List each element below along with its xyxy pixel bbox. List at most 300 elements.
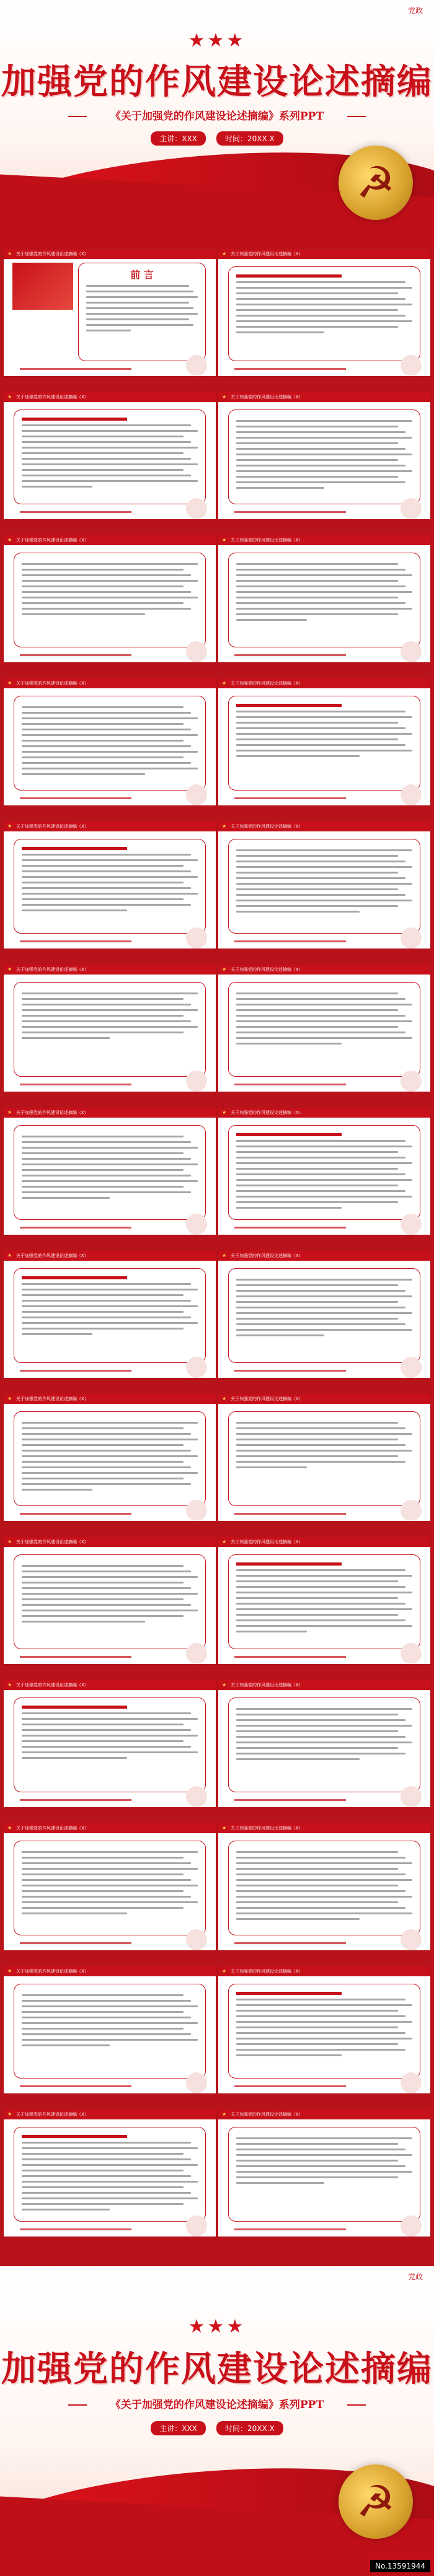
text-line — [236, 1146, 412, 1147]
text-line — [236, 1912, 412, 1914]
text-line — [236, 1885, 398, 1886]
slide-thumbnail[interactable] — [218, 249, 430, 376]
corner-decoration — [186, 1500, 207, 1521]
slide-content-box — [14, 1554, 206, 1649]
text-block — [236, 1708, 412, 1760]
text-line — [22, 1322, 198, 1324]
highlight-line — [22, 1276, 127, 1279]
slide-content-box — [228, 1268, 420, 1363]
slide-thumbnail[interactable] — [218, 965, 430, 1092]
text-line — [22, 1305, 198, 1307]
text-block — [22, 563, 198, 615]
citation-line — [20, 1656, 131, 1658]
text-line — [22, 1152, 184, 1154]
slide-content-box — [14, 1411, 206, 1506]
text-block — [22, 992, 198, 1039]
citation-line — [234, 2228, 346, 2230]
slide-thumbnail[interactable] — [4, 1108, 216, 1235]
slide-header-bar: ★ 关于加强党的作风建设论述摘编（X） — [218, 678, 430, 688]
text-block — [236, 1999, 412, 2056]
slide-thumbnail[interactable] — [218, 678, 430, 805]
slide-thumbnail[interactable] — [218, 392, 430, 519]
slide-thumbnail[interactable] — [4, 1823, 216, 1950]
text-line — [236, 437, 412, 439]
text-line — [22, 2044, 110, 2046]
text-line — [236, 1026, 398, 1028]
slide-content-box — [14, 1984, 206, 2079]
text-line — [22, 1615, 184, 1617]
text-block — [236, 1851, 412, 1920]
corner-decoration — [401, 1929, 422, 1950]
slide-thumbnail[interactable] — [4, 2109, 216, 2236]
text-line — [236, 2143, 398, 2145]
corner-decoration — [186, 498, 207, 519]
corner-decoration — [186, 2072, 207, 2093]
citation-line — [234, 1513, 346, 1515]
cover-meta — [0, 131, 434, 146]
text-line — [22, 436, 184, 437]
citation-line — [20, 1227, 131, 1229]
text-block — [236, 849, 412, 913]
slide-header-bar: ★ 关于加强党的作风建设论述摘编（X） — [4, 821, 216, 831]
text-line — [22, 1455, 198, 1457]
text-block — [86, 285, 198, 331]
text-line — [236, 569, 405, 571]
text-line — [236, 1207, 342, 1209]
citation-line — [234, 1799, 346, 1801]
corner-decoration — [186, 1214, 207, 1235]
text-line — [236, 465, 405, 467]
corner-decoration — [401, 498, 422, 519]
stars-icon: ★★★ — [188, 30, 246, 51]
slide-header-bar: ★ 关于加强党的作风建设论述摘编（X） — [4, 1394, 216, 1404]
slide-content-box — [228, 410, 420, 504]
slide-header-bar: ★ 关于加强党的作风建设论述摘编（X） — [218, 1680, 430, 1690]
text-line — [236, 320, 412, 322]
text-line — [86, 330, 131, 331]
text-line — [22, 1582, 184, 1584]
cover-subtitle: 《关于加强党的作风建设论述摘编》系列PPT — [93, 2398, 341, 2412]
text-block — [22, 424, 198, 488]
text-line — [22, 1873, 184, 1875]
text-block — [236, 1140, 412, 1209]
corner-decoration — [401, 1643, 422, 1664]
text-line — [22, 751, 198, 753]
presenter-badge: 主讲：XXX — [151, 131, 206, 146]
text-line — [236, 580, 398, 582]
text-line — [236, 733, 412, 735]
text-line — [22, 2170, 184, 2171]
text-line — [236, 1851, 398, 1853]
text-line — [22, 1032, 184, 1033]
slide-thumbnail[interactable] — [218, 2109, 430, 2236]
text-line — [22, 469, 184, 471]
text-line — [236, 905, 398, 907]
text-line — [22, 1466, 191, 1468]
text-line — [22, 729, 191, 730]
text-line — [22, 859, 198, 861]
slide-header-bar: ★ 关于加强党的作风建设论述摘编（X） — [218, 1823, 430, 1833]
text-line — [22, 1015, 184, 1017]
text-line — [236, 1032, 405, 1033]
text-line — [236, 855, 398, 857]
highlight-line — [22, 418, 127, 421]
citation-line — [20, 1513, 131, 1515]
corner-decoration — [401, 2215, 422, 2236]
text-line — [22, 1746, 191, 1748]
text-line — [22, 1333, 92, 1335]
text-line — [22, 1857, 184, 1859]
corner-decoration — [401, 1786, 422, 1807]
text-line — [236, 1444, 405, 1446]
text-line — [22, 1450, 191, 1452]
citation-line — [234, 1227, 346, 1229]
slide-thumbnail[interactable] — [218, 1251, 430, 1378]
citation-line — [234, 797, 346, 799]
slide-thumbnail[interactable] — [4, 678, 216, 805]
text-line — [22, 1180, 198, 1182]
text-line — [22, 2017, 191, 2018]
highlight-line — [236, 1562, 342, 1566]
highlight-line — [22, 1706, 127, 1709]
slide-thumbnail[interactable] — [218, 1537, 430, 1664]
text-line — [22, 1565, 184, 1567]
text-line — [236, 1619, 405, 1621]
text-block — [236, 1279, 412, 1336]
text-line — [22, 486, 92, 488]
highlight-line — [236, 1133, 342, 1136]
text-line — [236, 1020, 412, 1022]
text-line — [236, 1753, 405, 1755]
slide-thumbnail[interactable] — [4, 1394, 216, 1521]
text-line — [236, 1179, 412, 1181]
text-line — [22, 1147, 198, 1149]
text-line — [236, 1918, 360, 1920]
cover-slide-top[interactable] — [0, 0, 434, 248]
text-line — [236, 326, 398, 328]
slide-content-box — [228, 696, 420, 791]
slide-thumbnail[interactable] — [4, 821, 216, 948]
text-line — [236, 1896, 412, 1898]
text-line — [236, 487, 324, 489]
text-line — [22, 2192, 191, 2194]
citation-line — [234, 1942, 346, 1944]
slide-header-bar: ★ 关于加强党的作风建设论述摘编（X） — [4, 678, 216, 688]
text-line — [22, 2005, 198, 2007]
text-line — [22, 2164, 198, 2166]
text-line — [22, 1862, 191, 1864]
text-line — [22, 1191, 191, 1193]
text-line — [236, 911, 360, 913]
text-line — [236, 1190, 405, 1192]
text-line — [22, 1740, 184, 1742]
text-line — [22, 706, 184, 708]
slide-thumbnail[interactable] — [218, 821, 430, 948]
text-line — [236, 1318, 398, 1320]
text-line — [236, 1592, 412, 1593]
text-line — [236, 1004, 412, 1005]
text-line — [22, 1751, 198, 1753]
text-line — [22, 1427, 184, 1429]
text-line — [22, 2022, 198, 2024]
text-line — [236, 744, 405, 746]
text-line — [22, 1598, 184, 1600]
text-line — [236, 1037, 412, 1039]
text-line — [236, 1901, 398, 1903]
text-line — [22, 992, 198, 994]
text-line — [22, 745, 191, 747]
slide-thumbnail[interactable] — [4, 249, 216, 376]
text-line — [236, 883, 412, 885]
slide-header-bar: ★ 关于加强党的作风建设论述摘编（X） — [218, 821, 430, 831]
text-line — [236, 738, 398, 740]
text-line — [236, 426, 398, 427]
text-block — [236, 992, 412, 1045]
text-line — [22, 998, 184, 1000]
text-line — [236, 711, 405, 712]
text-line — [236, 597, 398, 598]
text-block — [22, 854, 198, 911]
corner-decoration — [186, 1643, 207, 1664]
slide-content-box — [228, 982, 420, 1077]
text-line — [22, 1311, 184, 1313]
text-line — [22, 1422, 198, 1424]
slide-content-box — [228, 1841, 420, 1935]
text-line — [236, 1862, 412, 1864]
corner-decoration — [401, 355, 422, 376]
text-line — [22, 1907, 184, 1909]
text-line — [236, 1725, 412, 1727]
text-line — [236, 2015, 405, 2017]
text-line — [236, 2176, 398, 2178]
text-line — [236, 1730, 398, 1732]
preface-title: 前 言 — [130, 269, 154, 281]
text-block — [22, 1283, 198, 1335]
text-line — [22, 1735, 198, 1737]
citation-line — [234, 654, 346, 656]
text-line — [236, 1334, 324, 1336]
slide-content-box — [78, 263, 206, 361]
text-line — [22, 1169, 184, 1171]
text-line — [22, 2153, 184, 2155]
corner-decoration — [401, 1500, 422, 1521]
text-line — [236, 1719, 405, 1721]
slide-content-box — [14, 1841, 206, 1935]
text-line — [22, 1004, 191, 1005]
slide-thumbnail[interactable] — [4, 1537, 216, 1664]
slide-thumbnail[interactable] — [4, 535, 216, 662]
text-line — [22, 569, 184, 571]
text-line — [236, 1290, 405, 1292]
text-block — [22, 1712, 198, 1759]
citation-line — [234, 511, 346, 513]
text-line — [22, 613, 145, 615]
slide-thumbnail[interactable] — [218, 535, 430, 662]
text-line — [22, 430, 198, 432]
party-emblem-icon: ☭ — [339, 2464, 413, 2539]
highlight-line — [236, 704, 342, 707]
text-line — [86, 296, 198, 298]
slide-header-bar: ★ 关于加强党的作风建设论述摘编（X） — [4, 1251, 216, 1261]
text-line — [236, 476, 398, 478]
text-line — [22, 475, 191, 476]
date-badge: 时间：20XX.X — [216, 2421, 283, 2435]
text-line — [236, 1043, 342, 1045]
text-line — [22, 882, 184, 883]
text-line — [236, 287, 412, 289]
text-line — [22, 602, 184, 604]
text-line — [236, 1857, 405, 1859]
text-line — [22, 756, 184, 758]
slide-thumbnail[interactable] — [218, 1108, 430, 1235]
corner-decoration — [401, 927, 422, 948]
slide-header-bar: ★ 关于加强党的作风建设论述摘编（X） — [4, 1537, 216, 1547]
slide-thumbnail[interactable] — [218, 1966, 430, 2093]
text-line — [22, 2209, 110, 2210]
slide-thumbnail[interactable] — [4, 965, 216, 1092]
slide-thumbnail[interactable] — [218, 1680, 430, 1807]
citation-line — [234, 368, 346, 370]
text-block — [22, 1565, 198, 1623]
text-line — [236, 608, 412, 610]
text-line — [22, 1901, 198, 1903]
slide-thumbnail[interactable] — [4, 1251, 216, 1378]
highlight-line — [236, 1992, 342, 1995]
citation-line — [20, 1084, 131, 1085]
text-line — [86, 307, 193, 309]
slide-content-box — [228, 1984, 420, 2079]
text-line — [236, 2026, 398, 2028]
text-line — [22, 2203, 184, 2205]
slide-header-bar: ★ 关于加强党的作风建设论述摘编（X） — [4, 392, 216, 402]
text-line — [22, 1489, 92, 1491]
text-line — [22, 1851, 198, 1853]
text-line — [22, 1328, 184, 1330]
corner-decoration — [186, 1786, 207, 1807]
text-line — [236, 722, 398, 724]
text-line — [236, 877, 405, 879]
slide-header-bar: ★ 关于加强党的作风建设论述摘编（X） — [218, 965, 430, 975]
text-line — [22, 1136, 184, 1137]
slide-header-bar: ★ 关于加强党的作风建设论述摘编（X） — [4, 1108, 216, 1118]
text-block — [236, 281, 412, 333]
corner-decoration — [186, 641, 207, 662]
text-line — [22, 1994, 184, 1996]
slide-header-bar: ★ 关于加强党的作风建设论述摘编（X） — [4, 965, 216, 975]
citation-line — [234, 1084, 346, 1085]
cover-slide-bottom[interactable] — [0, 2266, 434, 2576]
text-line — [22, 2186, 184, 2188]
slide-thumbnail[interactable] — [4, 1966, 216, 2093]
text-line — [236, 1614, 398, 1616]
slide-content-box — [14, 2127, 206, 2222]
slide-content-box — [228, 1411, 420, 1506]
cover-subtitle: 《关于加强党的作风建设论述摘编》系列PPT — [93, 109, 341, 124]
slide-header-bar: ★ 关于加强党的作风建设论述摘编（X） — [218, 249, 430, 259]
text-line — [86, 285, 189, 287]
citation-line — [20, 2085, 131, 2087]
text-line — [236, 453, 412, 455]
highlight-line — [22, 847, 127, 850]
text-line — [236, 1196, 412, 1198]
text-line — [236, 1201, 398, 1203]
text-line — [236, 750, 412, 751]
text-line — [236, 1741, 412, 1743]
text-line — [236, 998, 405, 1000]
text-line — [22, 1009, 198, 1011]
text-line — [22, 2147, 198, 2149]
corner-decoration — [401, 641, 422, 662]
date-badge: 时间：20XX.X — [216, 131, 283, 146]
text-line — [236, 1279, 412, 1281]
text-line — [236, 1312, 412, 1314]
text-line — [22, 773, 145, 775]
text-line — [22, 1879, 191, 1881]
text-line — [236, 448, 405, 450]
corner-decoration — [186, 784, 207, 805]
slide-content-box — [14, 553, 206, 647]
citation-line — [20, 1799, 131, 1801]
text-line — [236, 2054, 342, 2056]
text-line — [22, 1294, 184, 1296]
text-line — [236, 1868, 398, 1870]
text-line — [22, 1576, 198, 1578]
text-line — [22, 1300, 191, 1302]
text-line — [22, 1186, 184, 1188]
text-line — [86, 324, 193, 326]
preface-image — [12, 263, 73, 310]
text-line — [236, 309, 398, 311]
text-line — [22, 740, 184, 742]
citation-line — [234, 1656, 346, 1658]
text-line — [236, 591, 412, 593]
slide-thumbnail[interactable] — [4, 1680, 216, 1807]
text-line — [22, 580, 198, 582]
text-line — [236, 872, 398, 874]
text-line — [86, 291, 193, 292]
slide-content-box — [228, 1125, 420, 1220]
text-line — [236, 1185, 398, 1186]
text-line — [236, 1890, 405, 1892]
text-line — [22, 447, 198, 449]
slide-thumbnail[interactable] — [218, 1823, 430, 1950]
text-line — [236, 2154, 412, 2156]
text-line — [236, 1708, 412, 1710]
slide-header-bar: ★ 关于加强党的作风建设论述摘编（X） — [218, 1108, 430, 1118]
slide-thumbnail[interactable] — [4, 392, 216, 519]
corner-decoration — [401, 1357, 422, 1378]
text-line — [236, 1422, 398, 1424]
text-line — [22, 1610, 198, 1611]
text-line — [22, 1912, 127, 1914]
text-line — [22, 1020, 191, 1022]
text-block — [236, 1422, 412, 1468]
slide-header-bar: ★ 关于加强党的作风建设论述摘编（X） — [4, 1966, 216, 1976]
text-line — [236, 861, 405, 862]
text-block — [236, 2137, 412, 2184]
slide-header-bar: ★ 关于加强党的作风建设论述摘编（X） — [218, 535, 430, 545]
text-line — [22, 1283, 191, 1285]
text-line — [236, 1427, 405, 1429]
text-line — [22, 608, 191, 610]
text-line — [22, 870, 191, 872]
text-block — [22, 2142, 198, 2210]
text-line — [236, 1575, 412, 1577]
text-line — [236, 602, 405, 604]
text-line — [22, 1439, 198, 1440]
text-line — [236, 1625, 412, 1627]
slide-thumbnail[interactable] — [218, 1394, 430, 1521]
